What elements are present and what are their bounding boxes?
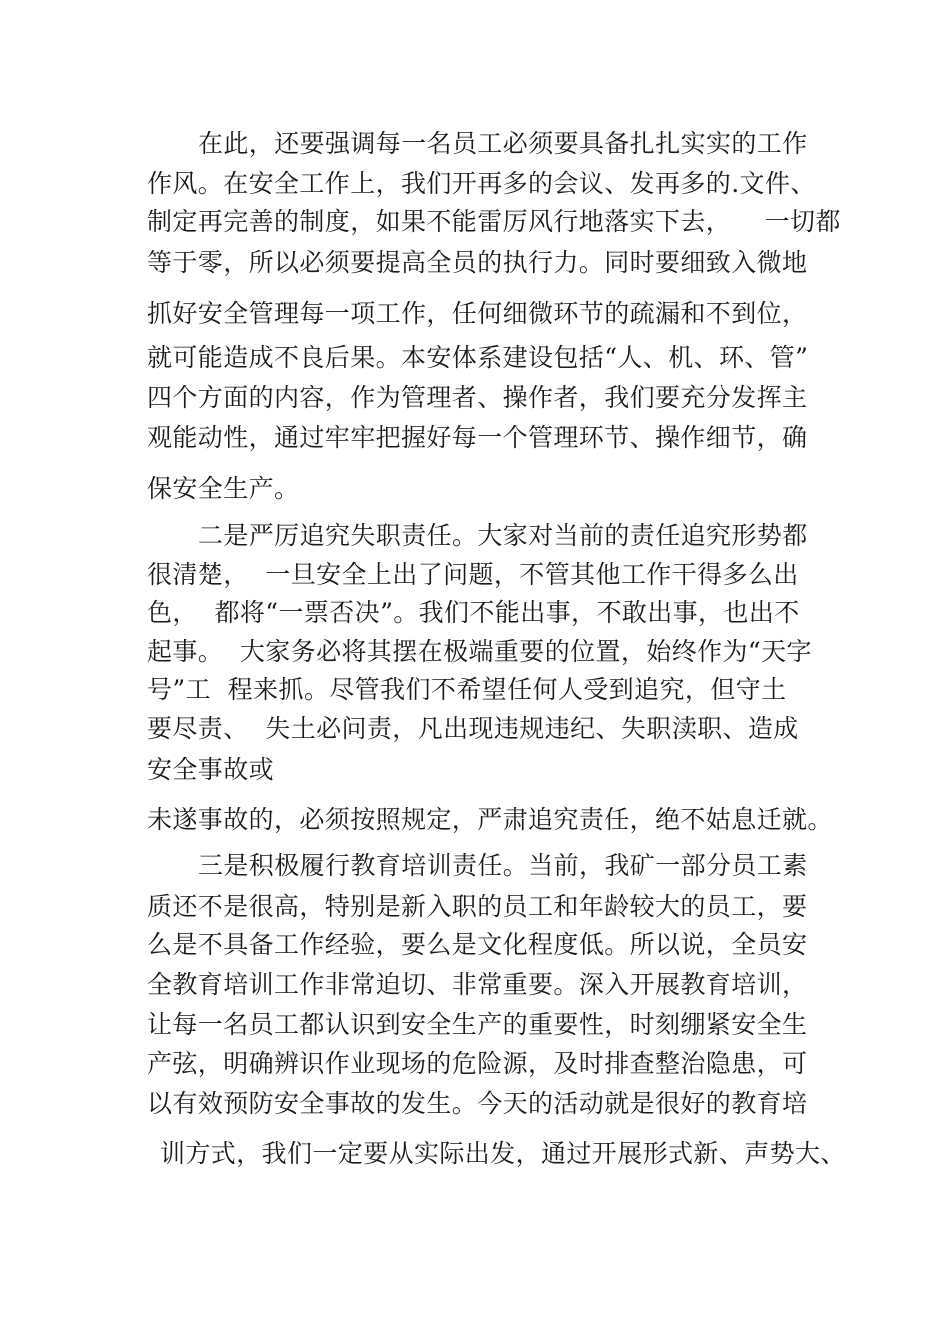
text-line: 制定再完善的制度，如果不能雷厉风行地落实下去， 一切都 [147, 207, 841, 236]
text-line: 就可能造成不良后果。本安体系建设包括“人、机、环、管” [147, 343, 809, 372]
text-line: 安全事故或 [147, 755, 275, 784]
text-line: 作风。在安全工作上，我们开再多的会议、发再多的.文件、 [147, 169, 816, 198]
text-line: 在此，还要强调每一名员工必须要具备扎扎实实的工作 [198, 129, 808, 158]
text-line: 二是严厉追究失职责任。大家对当前的责任追究形势都 [198, 521, 808, 550]
text-line: 要尽责、 失土必问责，凡出现违规违纪、失职渎职、造成 [147, 714, 799, 743]
text-line: 产弦，明确辨识作业现场的危险源，及时排查整治隐患，可 [147, 1049, 808, 1078]
text-line: 以有效预防安全事故的发生。今天的活动就是很好的教育培 [147, 1089, 808, 1118]
text-line: 训方式，我们一定要从实际出发，通过开展形式新、声势大、 [160, 1139, 846, 1168]
text-line: 等于零，所以必须要提高全员的执行力。同时要细致入微地 [147, 248, 808, 277]
text-line: 四个方面的内容，作为管理者、操作者，我们要充分发挥主 [147, 383, 808, 412]
text-line: 抓好安全管理每一项工作，任何细微环节的疏漏和不到位， [147, 299, 808, 328]
text-line: 观能动性，通过牢牢把握好每一个管理环节、操作细节，确 [147, 423, 808, 452]
text-line: 色， 都将“一票否决”。我们不能出事，不敢出事，也出不 [147, 598, 800, 627]
text-line: 全教育培训工作非常迫切、非常重要。深入开展教育培训， [147, 970, 808, 999]
text-line: 让每一名员工都认识到安全生产的重要性，时刻绷紧安全生 [147, 1010, 808, 1039]
text-line: 保安全生产。 [147, 474, 300, 503]
text-line: 三是积极履行教育培训责任。当前，我矿一部分员工素 [198, 851, 808, 880]
text-line: 么是不具备工作经验，要么是文化程度低。所以说，全员安 [147, 930, 808, 959]
text-line: 很清楚， 一旦安全上出了问题，不管其他工作干得多么出 [147, 560, 799, 589]
text-line: 号”工 程来抓。尽管我们不希望任何人受到追究，但守土 [147, 675, 787, 704]
text-line: 质还不是很高，特别是新入职的员工和年龄较大的员工，要 [147, 892, 808, 921]
text-line: 起事。 大家务必将其摆在极端重要的位置，始终作为“天字 [147, 637, 812, 666]
text-line: 未遂事故的，必须按照规定，严肃追究责任，绝不姑息迁就。 [147, 805, 833, 834]
